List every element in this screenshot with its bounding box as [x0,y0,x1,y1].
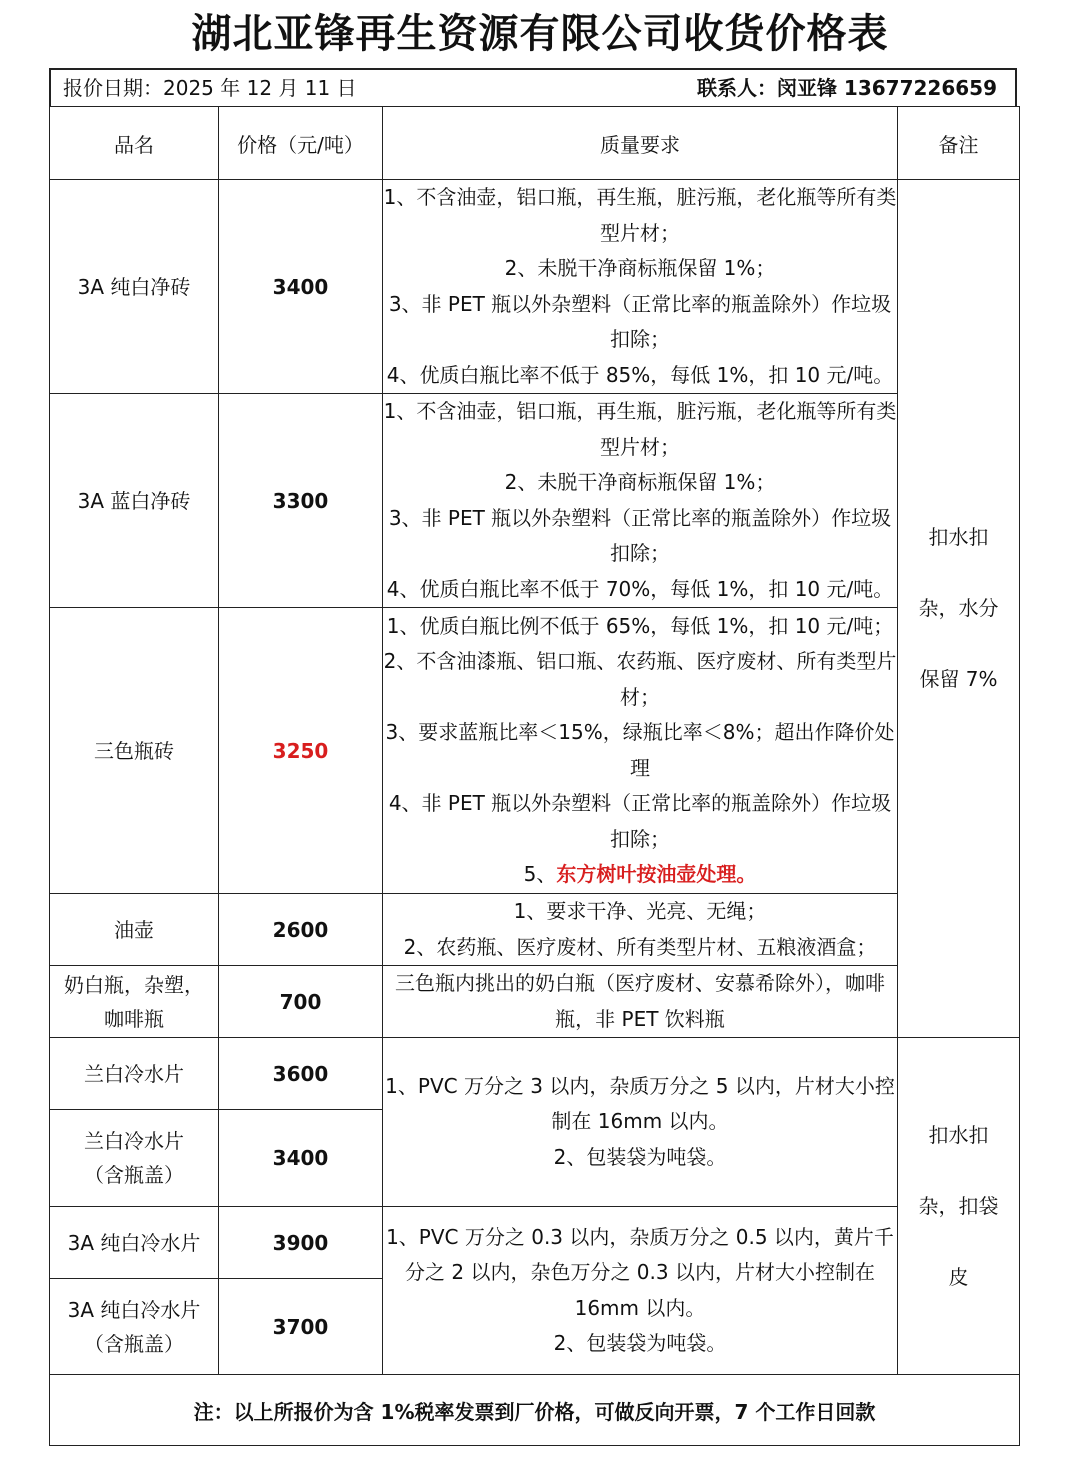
requirement-line: 3、要求蓝瓶比率＜15%，绿瓶比率＜8%；超出作降价处理 [385,720,895,780]
header-name: 品名 [50,107,219,180]
product-name-line: 咖啡瓶 [104,1006,164,1031]
requirement-line: 2、未脱干净商标瓶保留 1%； [504,470,776,494]
remark-line: 扣水扣 [928,1122,989,1147]
product-price: 700 [219,966,383,1038]
product-name: 3A 纯白冷水片 [50,1207,219,1279]
table-row [50,1207,1020,1279]
product-name-line: （含瓶盖） [84,1331,184,1356]
product-name-line: 兰白冷水片 [84,1129,184,1153]
product-price: 2600 [219,894,383,966]
quality-requirements [383,966,898,1038]
product-name: 油壶 [50,894,219,966]
quality-requirements-group-b [383,1207,898,1375]
header-quality: 质量要求 [383,107,898,180]
product-name-line: 奶白瓶，杂塑， [64,972,204,997]
product-name [50,1110,219,1207]
product-price: 3400 [219,1110,383,1207]
table-row [50,966,1020,1038]
product-price: 3600 [219,1038,383,1110]
remark-line: 扣水扣 [928,525,989,549]
requirement-line: 1、不含油壶，铝口瓶，再生瓶，脏污瓶，老化瓶等所有类型片材； [383,185,897,245]
meta-bar [49,68,1017,106]
product-price: 3300 [219,394,383,608]
quality-requirements [383,394,898,608]
header-row [50,107,1020,180]
requirement-line: 1、优质白瓶比例不低于 65%，每低 1%，扣 10 元/吨； [386,613,894,638]
table-row [50,394,1020,608]
table-row [50,608,1020,894]
product-name [50,1279,219,1375]
requirement-line: 2、不含油漆瓶、铝口瓶、农药瓶、医疗废材、所有类型片材； [383,649,897,709]
requirement-line [383,857,897,893]
requirement-line: 3、非 PET 瓶以外杂塑料（正常比率的瓶盖除外）作垃圾扣除； [388,505,892,565]
requirement-line: 1、不含油壶，铝口瓶，再生瓶，脏污瓶，老化瓶等所有类型片材； [383,399,897,459]
quote-date: 报价日期：2025 年 12 月 11 日 [63,76,357,100]
requirement-highlight: 东方树叶按油壶处理。 [556,862,757,886]
requirement-line: 1、要求干净、光亮、无绳； [513,899,767,923]
page-title: 湖北亚锋再生资源有限公司收货价格表 [191,11,889,57]
product-name-line: 3A 纯白冷水片 [67,1297,201,1322]
product-name: 3A 纯白净砖 [50,180,219,394]
requirement-line: 4、非 PET 瓶以外杂塑料（正常比率的瓶盖除外）作垃圾扣除； [388,791,892,851]
remark-bottom [898,1038,1020,1375]
quality-requirements [383,180,898,394]
product-name-line: （含瓶盖） [84,1163,184,1187]
header-remark: 备注 [898,107,1020,180]
product-price: 3400 [219,180,383,394]
header-price: 价格（元/吨） [219,107,383,180]
remark-line: 皮 [948,1264,969,1289]
product-name: 3A 蓝白净砖 [50,394,219,608]
product-name: 三色瓶砖 [50,608,219,894]
requirement-line: 2、包装袋为吨袋。 [553,1144,727,1169]
table-row [50,894,1020,966]
requirement-line: 1、PVC 万分之 3 以内，杂质万分之 5 以内，片材大小控制在 16mm 以内。 [385,1073,895,1134]
table-row [50,180,1020,394]
quality-requirements-group-a [383,1038,898,1207]
requirement-line: 2、农药瓶、医疗废材、所有类型片材、五粮液酒盒； [403,934,877,959]
requirement-line: 4、优质白瓶比率不低于 85%，每低 1%，扣 10 元/吨。 [386,362,894,387]
requirement-line: 3、非 PET 瓶以外杂塑料（正常比率的瓶盖除外）作垃圾扣除； [388,291,892,351]
contact-info: 联系人：闵亚锋 13677226659 [696,76,997,100]
remark-line: 杂，水分 [918,596,999,620]
product-name: 兰白冷水片 [50,1038,219,1110]
requirement-line: 2、包装袋为吨袋。 [553,1331,727,1355]
requirement-line: 1、PVC 万分之 0.3 以内，杂质万分之 0.5 以内，黄片千分之 2 以内，杂色万分之 0.3 以内，片材大小控制在 16mm 以内。 [386,1224,894,1320]
remark-line: 杂，扣袋 [918,1193,999,1218]
requirement-line: 2、未脱干净商标瓶保留 1%； [504,256,776,280]
quality-requirements [383,894,898,966]
note-row [50,1375,1020,1446]
table-row [50,1038,1020,1110]
product-price: 3900 [219,1207,383,1279]
remark-line: 保留 7% [919,667,998,691]
requirement-line: 三色瓶内挑出的奶白瓶（医疗废材、安慕希除外），咖啡瓶，非 PET 饮料瓶 [395,971,885,1031]
remark-top [898,180,1020,1038]
requirement-line: 4、优质白瓶比率不低于 70%，每低 1%，扣 10 元/吨。 [386,576,894,601]
footer-note: 注：以上所报价为含 1%税率发票到厂价格，可做反向开票，7 个工作日回款 [50,1375,1020,1446]
product-name [50,966,219,1038]
product-price: 3250 [219,608,383,894]
quality-requirements [383,608,898,894]
product-price: 3700 [219,1279,383,1375]
price-table [49,106,1020,1446]
requirement-prefix: 5、 [523,862,557,886]
